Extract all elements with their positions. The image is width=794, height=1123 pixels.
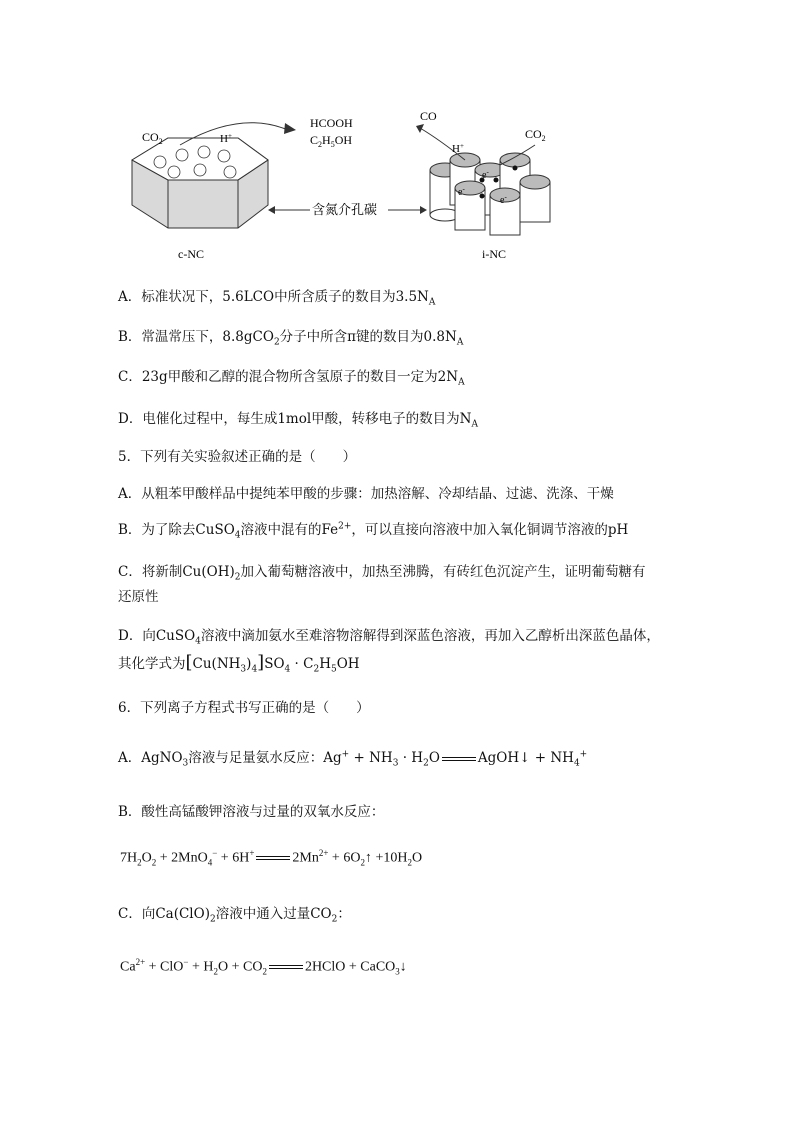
co-right: CO <box>420 109 437 123</box>
electron-3: e- <box>500 193 507 206</box>
product-hcooh: HCOOH <box>310 116 353 130</box>
product-c2h5oh: $C_2H_5OH$ <box>310 133 353 149</box>
h-plus-right: H+ <box>452 142 464 155</box>
q4-option-d: D．电催化过程中，每生成1mol甲酸，转移电子的数目为$N_A$ <box>118 411 478 430</box>
q4-option-b: B．常温常压下，8.8gCO$_2$分子中所含π键的数目为$0.8N_A$ <box>118 329 464 348</box>
c-nc-prism <box>132 138 268 228</box>
q5-stem: 5．下列有关实验叙述正确的是（ ） <box>118 449 357 465</box>
q5-option-d: D．向CuSO$_4$溶液中滴加氨水至难溶物溶解得到深蓝色溶液，再加入乙醇析出深蓝色晶体， <box>118 628 660 647</box>
electron-1: e- <box>482 168 489 181</box>
q6-equation-c: $Ca^{2+} + ClO^- + H_2O + CO_2$ 2HClO + CaCO$_3$↓ <box>120 957 407 977</box>
co2-right: $CO_2$ <box>525 127 546 143</box>
q5-option-c-cont: 还原性 <box>118 589 159 605</box>
q5-option-a: A．从粗苯甲酸样品中提纯苯甲酸的步骤：加热溶解、冷却结晶、过滤、洗涤、干燥 <box>118 486 614 502</box>
label-i-nc: i-NC <box>482 247 506 261</box>
electron-2: e- <box>458 185 465 198</box>
h-plus-left: H+ <box>220 132 232 145</box>
q5-option-c: C．将新制$Cu(OH)_2$加入葡萄糖溶液中，加热至沸腾，有砖红色沉淀产生，证明葡萄糖有 <box>118 564 646 583</box>
label-mesoporous-carbon: 含氮介孔碳 <box>312 202 378 217</box>
label-c-nc: c-NC <box>178 247 204 261</box>
co2-left: $CO_2$ <box>142 130 163 146</box>
q4-option-a: A．标准状况下，5.6LCO中所含质子的数目为$3.5N_A$ <box>118 289 436 308</box>
q6-option-a: A．AgNO$_3$溶液与足量氨水反应：$Ag^+ + NH_3 \cdot H_2O$ AgOH↓ + $NH_4^+$ <box>118 749 588 769</box>
q5-option-b: B．为了除去CuSO$_4$溶液中混有的$Fe^{2+}$，可以直接向溶液中加入氧化铜调节溶液的pH <box>118 521 629 541</box>
i-nc-cylinders <box>430 153 550 235</box>
q6-equation-b: $7H_2O_2 + 2MnO_4^- + 6H^+$ $2Mn^{2+}$ + $6O_2↑ +10H_2O$ <box>120 848 423 868</box>
electrocatalysis-figure <box>120 100 560 270</box>
q5-option-d-formula: 其化学式为$[Cu(NH_3)_4]SO_4 \cdot C_2H_5OH$ <box>118 652 360 675</box>
q4-option-c: C．23g甲酸和乙醇的混合物所含氢原子的数目一定为$2N_A$ <box>118 369 465 388</box>
q6-option-c: C．向$Ca(ClO)_2$溶液中通入过量$CO_2$： <box>118 906 351 925</box>
q6-stem: 6．下列离子方程式书写正确的是（ ） <box>118 700 370 716</box>
q6-option-b: B．酸性高锰酸钾溶液与过量的双氧水反应： <box>118 804 385 820</box>
